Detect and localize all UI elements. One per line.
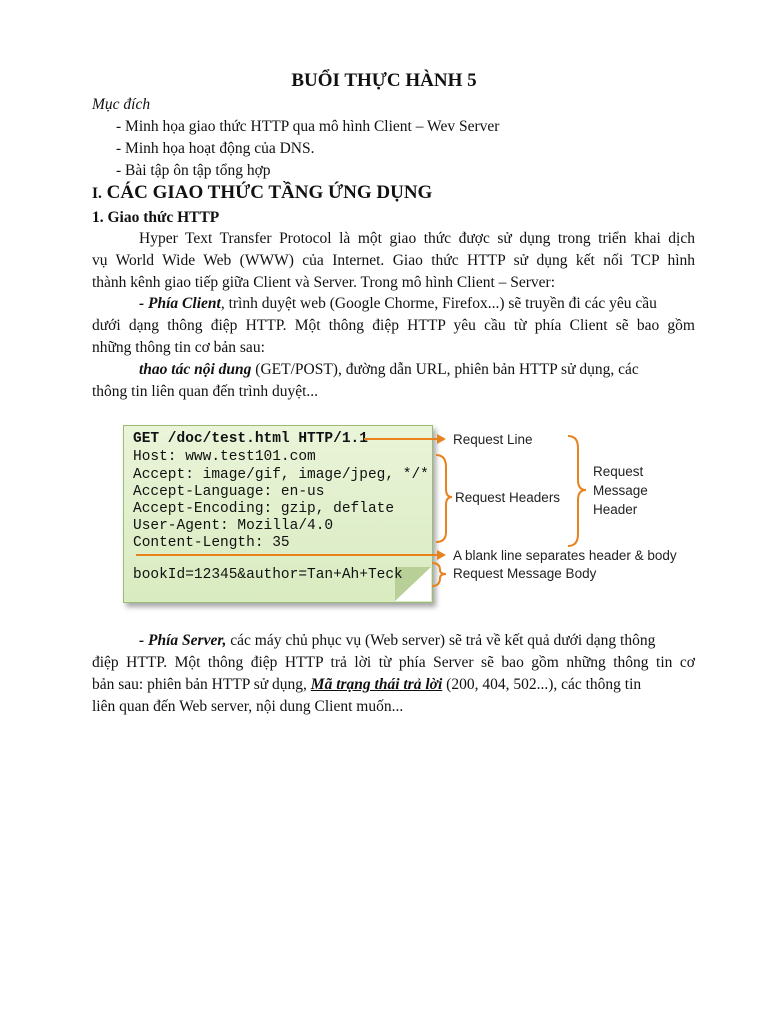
- paragraph-line: vụ World Wide Web (WWW) của Internet. Giao thức HTTP sử dụng kết nối TCP hình: [92, 252, 695, 269]
- request-line-label: Request Line: [453, 432, 533, 447]
- server-paragraph-line3: [92, 676, 641, 694]
- message-header-brace: [568, 436, 586, 546]
- request-headers-brace: [436, 455, 452, 542]
- header-code-line: User-Agent: Mozilla/4.0: [133, 518, 334, 534]
- paragraph-line: điệp HTTP. Một thông điệp HTTP trả lời từ phía Server sẽ bao gồm những thông tin cơ: [92, 654, 695, 671]
- server-label: - Phía Server,: [139, 632, 227, 649]
- paragraph-line: dưới dạng thông điệp HTTP. Một thông điệp HTTP yêu cầu từ phía Client sẽ bao gồm: [92, 317, 695, 334]
- server-text: các máy chủ phục vụ (Web server) sẽ trả về kết quả dưới dạng thông: [226, 632, 656, 649]
- paragraph-line: thông tin liên quan đến trình duyệt...: [92, 383, 319, 400]
- status-code-term: Mã trạng thái trả lời: [310, 676, 443, 693]
- request-message-header-label: Header: [593, 502, 638, 517]
- client-text: , trình duyệt web (Google Chorme, Firefox...) sẽ truyền đi các yêu cầu: [220, 295, 657, 312]
- client-label: - Phía Client: [139, 295, 221, 312]
- header-code-line: Host: www.test101.com: [133, 449, 316, 465]
- paragraph-line: thành kênh giao tiếp giữa Client và Server. Trong mô hình Client – Server:: [92, 274, 556, 291]
- action-text: (GET/POST), đường dẫn URL, phiên bản HTTP sử dụng, các: [251, 361, 639, 378]
- purpose-item: - Minh họa hoạt động của DNS.: [116, 140, 315, 157]
- header-code-line: Accept-Language: en-us: [133, 484, 325, 500]
- page-title: BUỔI THỰC HÀNH 5: [291, 70, 477, 91]
- arrow-head: [437, 434, 446, 444]
- purpose-item: - Minh họa giao thức HTTP qua mô hình Client – Wev Server: [116, 118, 500, 135]
- request-headers-label: Request Headers: [455, 490, 561, 505]
- server-text: (200, 404, 502...), các thông tin: [442, 676, 642, 693]
- message-body-label: Request Message Body: [453, 566, 597, 581]
- blank-line-label: A blank line separates header & body: [453, 548, 677, 563]
- subsection-heading: 1. Giao thức HTTP: [92, 209, 220, 226]
- server-text: bản sau: phiên bản HTTP sử dụng,: [92, 676, 311, 693]
- header-code-line: Accept: image/gif, image/jpeg, */*: [133, 467, 429, 483]
- header-code-line: Content-Length: 35: [133, 535, 290, 551]
- header-code-line: Accept-Encoding: gzip, deflate: [133, 501, 395, 517]
- section-number: I.: [92, 185, 102, 202]
- paragraph-line: những thông tin cơ bản sau:: [92, 339, 265, 356]
- purpose-heading: Mục đích: [92, 96, 151, 113]
- request-line-code: GET /doc/test.html HTTP/1.1: [133, 431, 368, 447]
- arrow-head: [437, 550, 446, 560]
- paragraph-line: liên quan đến Web server, nội dung Client muốn...: [92, 698, 404, 715]
- message-body-brace: [432, 563, 446, 586]
- paragraph-line: Hyper Text Transfer Protocol là một giao thức được sử dụng trong triển khai dịch: [139, 230, 695, 247]
- purpose-item: - Bài tập ôn tập tổng hợp: [116, 162, 271, 179]
- server-paragraph-first-line: [139, 632, 655, 650]
- body-code-line: bookId=12345&author=Tan+Ah+Teck: [133, 567, 403, 583]
- request-message-header-label: Request: [593, 464, 644, 479]
- request-message-header-label: Message: [593, 483, 648, 498]
- action-label: thao tác nội dung: [139, 361, 252, 378]
- section-title: CÁC GIAO THỨC TẦNG ỨNG DỤNG: [106, 182, 433, 203]
